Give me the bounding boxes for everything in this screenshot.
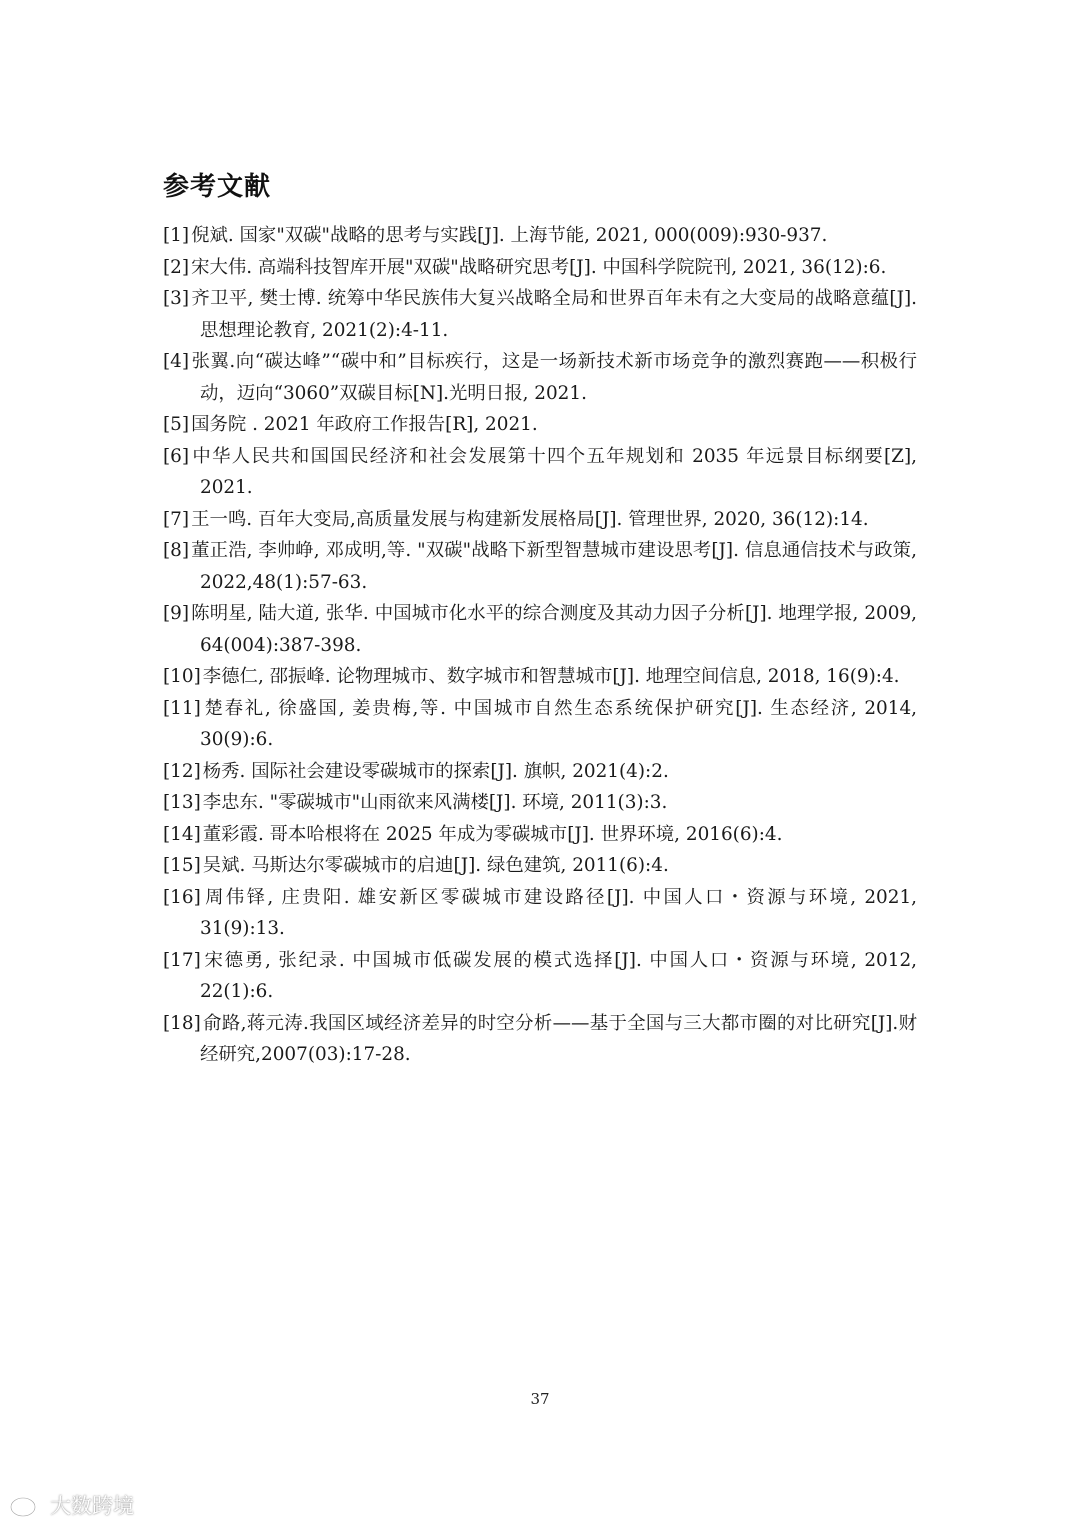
- reference-item: [163, 787, 917, 819]
- reference-text: 董正浩, 李帅峥, 邓成明,等. "双碳"战略下新型智慧城市建设思考[J]. 信息通信技术与政策, 2022,48(1):57-63.: [191, 540, 917, 593]
- section-heading: 参考文献: [163, 172, 272, 202]
- reference-text: 陈明星, 陆大道, 张华. 中国城市化水平的综合测度及其动力因子分析[J]. 地理学报, 2009, 64(004):387-398.: [191, 603, 917, 656]
- reference-item: [163, 535, 917, 598]
- watermark-text: 大数跨境: [50, 1494, 134, 1518]
- reference-text: 李德仁, 邵振峰. 论物理城市、数字城市和智慧城市[J]. 地理空间信息, 2018, 16(9):4.: [202, 666, 900, 687]
- reference-number: [13]: [163, 792, 201, 813]
- reference-item: [163, 756, 917, 788]
- reference-text: 杨秀. 国际社会建设零碳城市的探索[J]. 旗帜, 2021(4):2.: [202, 760, 669, 782]
- reference-item: [163, 220, 917, 252]
- reference-item: [163, 1008, 917, 1071]
- reference-item: [163, 346, 917, 409]
- reference-list: [163, 220, 917, 1071]
- reference-item: [163, 661, 917, 693]
- reference-item: [163, 441, 917, 504]
- reference-text: 李忠东. "零碳城市"山雨欲来风满楼[J]. 环境, 2011(3):3.: [202, 792, 668, 813]
- reference-item: [163, 819, 917, 851]
- reference-text: 张翼.向“碳达峰”“碳中和”目标疾行，这是一场新技术新市场竞争的激烈赛跑——积极行动，迈向“3060”双碳目标[N].光明日报, 2021.: [191, 351, 917, 404]
- reference-item: [163, 252, 917, 284]
- reference-number: [11]: [163, 697, 201, 719]
- reference-item: [163, 850, 917, 882]
- reference-text: 吴斌. 马斯达尔零碳城市的启迪[J]. 绿色建筑, 2011(6):4.: [202, 855, 669, 876]
- reference-number: [9]: [163, 603, 190, 624]
- reference-item: [163, 693, 917, 756]
- reference-item: [163, 504, 917, 536]
- reference-number: [5]: [163, 414, 190, 435]
- reference-text: 倪斌. 国家"双碳"战略的思考与实践[J]. 上海节能, 2021, 000(009):930-937.: [191, 225, 828, 246]
- reference-item: [163, 283, 917, 346]
- reference-text: 中华人民共和国国民经济和社会发展第十四个五年规划和 2035 年远景目标纲要[Z], 2021.: [191, 445, 917, 498]
- reference-text: 齐卫平, 樊士博. 统筹中华民族伟大复兴战略全局和世界百年未有之大变局的战略意蕴[J]. 思想理论教育, 2021(2):4-11.: [191, 288, 917, 341]
- reference-number: [12]: [163, 760, 201, 782]
- page-number: 37: [530, 1390, 550, 1408]
- reference-number: [1]: [163, 225, 190, 246]
- reference-text: 俞路,蒋元涛.我国区域经济差异的时空分析——基于全国与三大都市圈的对比研究[J].财经研究,2007(03):17-28.: [200, 1012, 917, 1065]
- reference-number: [17]: [163, 949, 201, 971]
- reference-number: [10]: [163, 666, 201, 687]
- reference-text: 董彩霞. 哥本哈根将在 2025 年成为零碳城市[J]. 世界环境, 2016(6):4.: [202, 823, 783, 845]
- reference-number: [18]: [163, 1012, 201, 1034]
- reference-number: [2]: [163, 256, 190, 278]
- watermark: [8, 1490, 134, 1520]
- reference-item: [163, 945, 917, 1008]
- weibo-logo-icon: [8, 1492, 46, 1518]
- reference-item: [163, 409, 917, 441]
- reference-item: [163, 598, 917, 661]
- reference-text: 周伟铎, 庄贵阳. 雄安新区零碳城市建设路径[J]. 中国人口・资源与环境, 2021, 31(9):13.: [200, 886, 917, 939]
- reference-number: [15]: [163, 855, 201, 876]
- reference-number: [14]: [163, 823, 201, 845]
- reference-number: [6]: [163, 445, 190, 467]
- reference-text: 国务院 . 2021 年政府工作报告[R], 2021.: [191, 414, 538, 435]
- reference-number: [3]: [163, 288, 190, 309]
- reference-text: 楚春礼, 徐盛国, 姜贵梅,等. 中国城市自然生态系统保护研究[J]. 生态经济, 2014, 30(9):6.: [200, 697, 917, 750]
- reference-number: [7]: [163, 508, 190, 530]
- reference-number: [8]: [163, 540, 190, 561]
- reference-item: [163, 882, 917, 945]
- reference-text: 王一鸣. 百年大变局,高质量发展与构建新发展格局[J]. 管理世界, 2020, 36(12):14.: [191, 508, 869, 530]
- reference-text: 宋德勇, 张纪录. 中国城市低碳发展的模式选择[J]. 中国人口・资源与环境, 2012, 22(1):6.: [200, 949, 917, 1002]
- reference-number: [4]: [163, 351, 190, 372]
- reference-number: [16]: [163, 886, 201, 908]
- reference-text: 宋大伟. 高端科技智库开展"双碳"战略研究思考[J]. 中国科学院院刊, 2021, 36(12):6.: [191, 256, 887, 278]
